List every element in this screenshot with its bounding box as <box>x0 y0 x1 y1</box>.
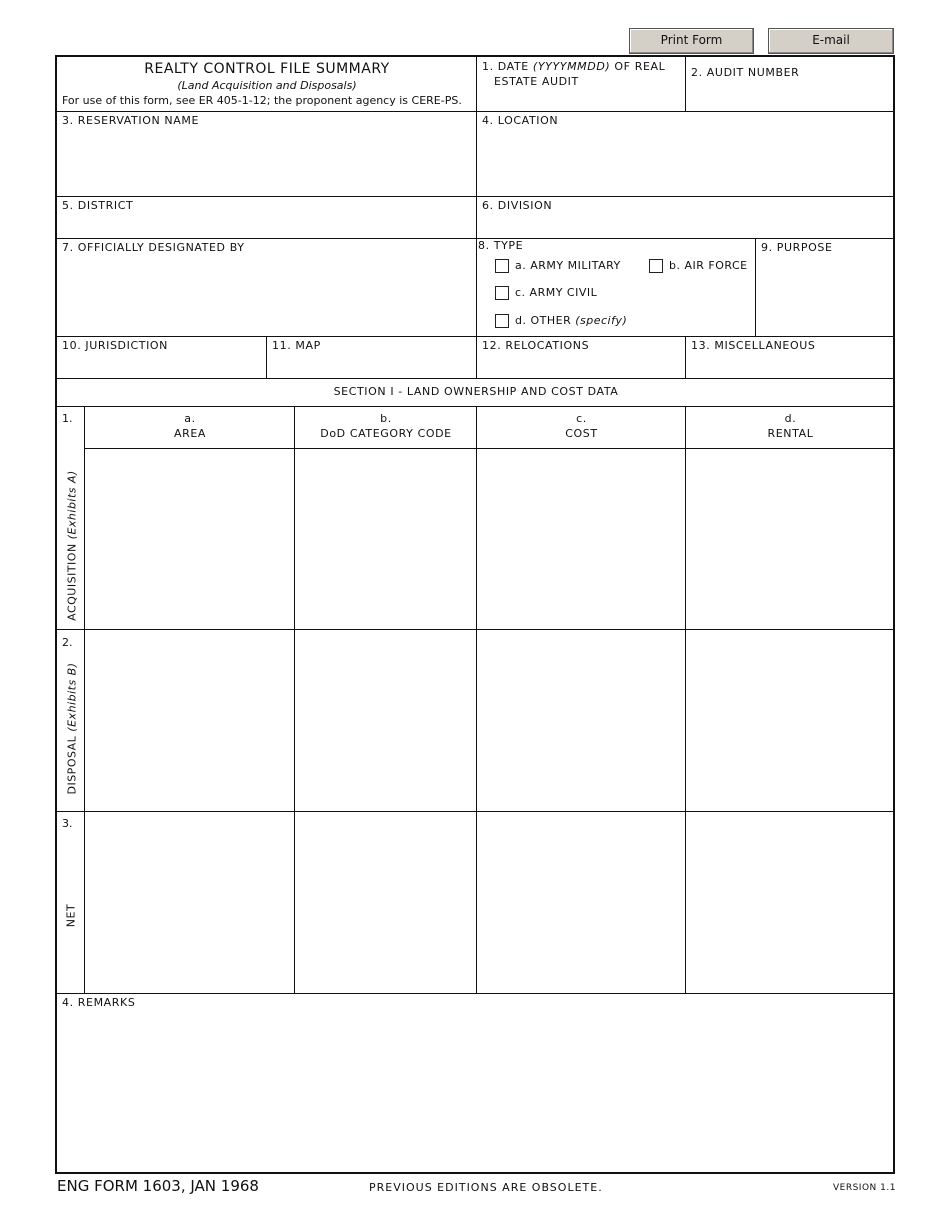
disposal-rental-cell[interactable] <box>686 630 895 812</box>
miscellaneous-label: 13. MISCELLANEOUS <box>691 339 816 352</box>
net-cost-cell[interactable] <box>477 812 686 994</box>
acquisition-area-cell[interactable] <box>85 449 295 630</box>
other-checkbox[interactable] <box>495 314 509 328</box>
form-title: REALTY CONTROL FILE SUMMARY <box>144 61 390 77</box>
air-force-checkbox[interactable] <box>649 259 663 273</box>
print-form-button[interactable]: Print Form <box>629 28 754 54</box>
email-button[interactable]: E-mail <box>768 28 894 54</box>
disposal-row-number: 2. <box>62 636 73 649</box>
audit-number-field[interactable] <box>686 57 895 112</box>
acquisition-dod-code-cell[interactable] <box>295 449 477 630</box>
net-area-cell[interactable] <box>85 812 295 994</box>
remarks-field[interactable] <box>57 994 895 1172</box>
section-1-header <box>57 379 895 407</box>
date-label: 1. DATE (YYYYMMDD) OF REAL ESTATE AUDIT <box>482 60 666 88</box>
version-label: VERSION 1.1 <box>833 1183 896 1193</box>
army-military-checkbox[interactable] <box>495 259 509 273</box>
type-option-army-civil[interactable]: c. ARMY CIVIL <box>495 286 597 300</box>
location-label: 4. LOCATION <box>482 114 559 127</box>
map-label: 11. MAP <box>272 339 321 352</box>
type-field <box>477 239 756 337</box>
realty-control-form <box>55 55 895 1174</box>
disposal-area-cell[interactable] <box>85 630 295 812</box>
type-label: 8. TYPE <box>478 239 524 252</box>
district-field[interactable] <box>57 197 477 239</box>
type-option-army-military[interactable]: a. ARMY MILITARY <box>495 259 621 273</box>
acquisition-cost-cell[interactable] <box>477 449 686 630</box>
row-divider <box>57 629 85 630</box>
form-id: ENG FORM 1603, JAN 1968 <box>57 1177 259 1195</box>
purpose-field[interactable] <box>756 239 895 337</box>
remarks-label: 4. REMARKS <box>62 996 136 1009</box>
obsolete-notice: PREVIOUS EDITIONS ARE OBSOLETE. <box>369 1181 603 1194</box>
map-field[interactable] <box>267 337 477 379</box>
disposal-dod-code-cell[interactable] <box>295 630 477 812</box>
type-option-air-force[interactable]: b. AIR FORCE <box>649 259 748 273</box>
officially-designated-field[interactable] <box>57 239 477 337</box>
column-header-area: a. AREA <box>85 407 295 449</box>
section-1-title: SECTION I - LAND OWNERSHIP AND COST DATA <box>333 385 619 398</box>
jurisdiction-label: 10. JURISDICTION <box>62 339 169 352</box>
net-row-number: 3. <box>62 817 73 830</box>
column-header-dod-category-code: b. DoD CATEGORY CODE <box>295 407 477 449</box>
disposal-cost-cell[interactable] <box>477 630 686 812</box>
relocations-label: 12. RELOCATIONS <box>482 339 590 352</box>
miscellaneous-field[interactable] <box>686 337 895 379</box>
reservation-name-field[interactable] <box>57 112 477 197</box>
disposal-row-label: DISPOSAL (Exhibits B) <box>65 662 79 795</box>
form-header <box>57 57 477 112</box>
jurisdiction-field[interactable] <box>57 337 267 379</box>
acquisition-row-label: ACQUISITION (Exhibits A) <box>65 470 79 621</box>
division-field[interactable] <box>477 197 895 239</box>
officially-designated-label: 7. OFFICIALLY DESIGNATED BY <box>62 241 245 254</box>
form-instructions: For use of this form, see ER 405-1-12; the proponent agency is CERE-PS. <box>62 94 462 107</box>
acquisition-rental-cell[interactable] <box>686 449 895 630</box>
acquisition-row-number: 1. <box>62 412 73 425</box>
net-dod-code-cell[interactable] <box>295 812 477 994</box>
reservation-name-label: 3. RESERVATION NAME <box>62 114 199 127</box>
type-option-other[interactable]: d. OTHER (specify) <box>495 314 627 328</box>
relocations-field[interactable] <box>477 337 686 379</box>
date-field[interactable] <box>477 57 686 112</box>
net-row-label: NET <box>64 903 78 928</box>
district-label: 5. DISTRICT <box>62 199 134 212</box>
purpose-label: 9. PURPOSE <box>761 241 833 254</box>
division-label: 6. DIVISION <box>482 199 553 212</box>
column-header-rental: d. RENTAL <box>686 407 895 449</box>
row-divider <box>57 811 85 812</box>
audit-number-label: 2. AUDIT NUMBER <box>691 66 800 79</box>
net-rental-cell[interactable] <box>686 812 895 994</box>
army-civil-checkbox[interactable] <box>495 286 509 300</box>
column-header-cost: c. COST <box>477 407 686 449</box>
location-field[interactable] <box>477 112 895 197</box>
form-subtitle: (Land Acquisition and Disposals) <box>177 79 357 92</box>
